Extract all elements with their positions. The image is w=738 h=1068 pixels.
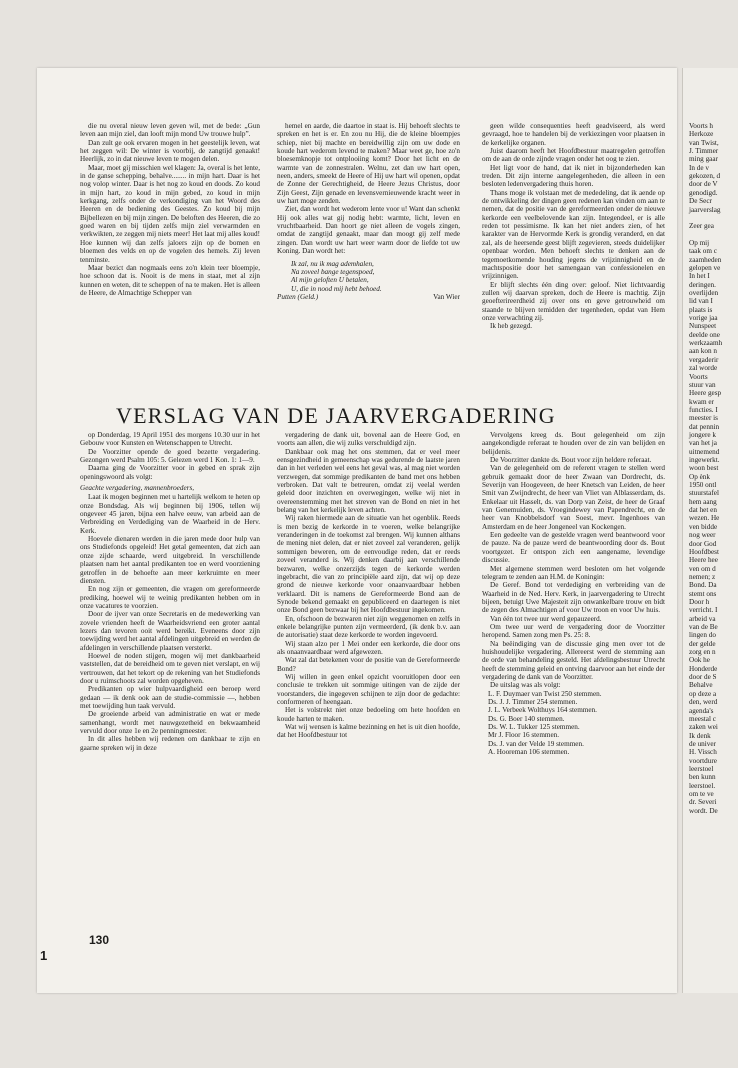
edge-text-fragment: Hoofdbest (689, 547, 719, 556)
edge-text-fragment: uitnemend (689, 447, 720, 456)
top-column-2 (277, 122, 460, 301)
edge-text-fragment: stuur van (689, 380, 716, 389)
paragraph: Vervolgens kreeg ds. Bout gelegenheid om zijn aangekondigde referaat te houden over de zin van belijden en belijdenis. (482, 431, 665, 456)
edge-text-fragment: zaken wei (689, 723, 718, 732)
paragraph: Thans moge ik volstaan met de mededeling, dat ik aende op de ontwikkeling der dingen geen redenen kan vinden om aan te nemen, dat de positie van de gereformeerden onder de nieuwe kerkorde een veelbelovende kan zijn. Integendeel, er is alle reden tot pessimisme. Ik kan het niet anders zien, of het karakter van de Hervormde Kerk is grondig veranderd, en dat zal, als de heersende geest blijft zegevieren, steeds duidelijker openbaar worden. Men behoeft slechts te denken aan de tegemoetkomende houding jegens de vrijzinnigheid en de machtspositie door het samengaan van confessionelen en vrijzinnigen. (482, 188, 665, 281)
vote-result-item: A. Hooreman 106 stemmen. (488, 748, 570, 757)
edge-text-fragment: nemen; z (689, 572, 716, 581)
paragraph: Wij staan alzo per 1 Mei onder een kerkorde, die door ons als onaanvaardbaar werd afgewezen. (277, 639, 460, 656)
edge-text-fragment: van het ja (689, 439, 717, 448)
poem-line: Na zoveel bange tegenspoed, (291, 267, 375, 276)
edge-text-fragment: gekozen, d (689, 172, 721, 181)
paragraph: Er blijft slechts één ding over: geloof. Niet lichtvaardig zullen wij daarvan spreken, doch de Heere is machtig. Zijn geoefterireerdheid zij over ons en geve getrouwheid om staande te blijven temidden der tegenheden, opdat van Hem onze verwachting zij. (482, 280, 665, 322)
paragraph: Na beëindiging van de discussie ging men over tot de huishoudelijke vergadering. Allereerst werd de stemming aan de orde van behandeling gesteld. Het afdelingsbestuur Utrecht heeft de stemming geleid en ontving daarvoor aan het einde der vergadering de dank van de Voorzitter. (482, 639, 665, 681)
edge-text-fragment: overlijden (689, 289, 719, 297)
paragraph: De Voorzitter dankte ds. Bout voor zijn heldere referaat. (490, 456, 652, 465)
paragraph: De Voorzitter opende de goed bezette vergadering. Gezongen werd Psalm 105: 5. Gelezen werd 1 Kon. 1: 1—9. (80, 447, 260, 465)
signature-place: Putten (Geld.) (277, 292, 319, 301)
edge-text-fragment: Door h (689, 597, 710, 606)
poem-line: Al mijn geloften U betalen, (291, 276, 369, 285)
edge-text-fragment: Nunspeet (689, 322, 717, 331)
signature (277, 293, 460, 301)
paragraph: die nu overal nieuw leven geven wil, met de bede: „Gun leven aan mijn ziel, dan looft mijn mond Uw trouwe hulp”. (80, 122, 260, 139)
edge-text-fragment: vorige jaa (689, 314, 718, 323)
paragraph: Het is volstrekt niet onze bedoeling om hete hoofden en koude harten te maken. (277, 706, 460, 723)
paragraph: Wat wij wensen is kalme bezinning en het is uit dien hoofde, dat het Hoofdbestuur tot (277, 723, 460, 740)
vote-result-item: L. F. Duymaer van Twist 250 stemmen. (488, 689, 602, 698)
document-page (37, 68, 677, 993)
edge-text-fragment: dat pennin (689, 422, 720, 431)
edge-text-fragment: meester is (689, 414, 718, 423)
paragraph: In dit alles hebben wij redenen om dankbaar te zijn en gaarne spreken wij in deze (80, 735, 260, 752)
edge-text-fragment: aan kon n (689, 347, 717, 356)
edge-text-fragment: jongere k (689, 430, 716, 439)
edge-text-fragment: ven om d (689, 564, 716, 573)
speech-salutation: Geachte vergadering, mannenbroeders, (80, 484, 195, 493)
edge-text-fragment: J. Timmer (689, 147, 719, 156)
edge-text-fragment: arbeid va (689, 614, 716, 623)
edge-text-fragment: ming gaar (689, 155, 718, 164)
edge-text-fragment: Zeer gea (689, 222, 714, 231)
edge-text-fragment: Voorts (689, 372, 708, 381)
edge-text-fragment: lid van I (689, 297, 713, 306)
edge-text-fragment: zorg en n (689, 648, 716, 657)
edge-text-fragment: om te ve (689, 790, 714, 798)
paragraph: Laat ik mogen beginnen met u hartelijk welkom te heten op onze Bondsdag. Als wij beginnen bij 1906, tellen wij ongeveer 45 jaren, bijna een halve eeuw, van arbeid aan de Verbreiding en Verdediging van de Waarheid in de Herv. Kerk. (80, 493, 260, 535)
vote-result-item: J. L. Verbeek Wolthuys 164 stemmen. (488, 706, 597, 715)
paragraph: Met algemene stemmen werd besloten om het volgende telegram te zenden aan H.M. de Koningin: (482, 564, 665, 581)
edge-text-fragment: Bond. Da (689, 581, 717, 590)
edge-text-fragment: gelopen ve (689, 263, 721, 272)
vote-results-list (482, 690, 665, 757)
edge-text-fragment: lingen do (689, 631, 716, 640)
paragraph: Het ligt voor de hand, dat ik niet in bijzonderheden kan treden. Dit zijn interne aangelegenheden, die alleen in een besloten ledenvergadering thuis horen. (482, 163, 665, 189)
paragraph: Door de ijver van onze Secretaris en de medewerking van zovele vrienden heeft de Waarheidsvriend een groter aantal lezers dan tevoren ooit werd bereikt. Eveneens door zijn toewijding werd het aantal afdelingen uitgebreid en werden de afdelingen in verschillende plaatsen versterkt. (80, 610, 260, 652)
edge-text-fragment: deelde one (689, 330, 720, 339)
paragraph: Hoewel de noden stijgen, mogen wij met dankbaarheid vaststellen, dat de bereidheid om te geven niet verslapt, en wij vertrouwen, dat het tekort op de rekening van het Studiefonds door u ruimschoots zal worden opgeheven. (80, 651, 260, 685)
edge-text-fragment: door de S (689, 673, 717, 682)
paragraph: Ik heb gezegd. (490, 322, 533, 331)
next-page-edge (682, 68, 738, 993)
paragraph: Wat zal dat betekenen voor de positie van de Gereformeerde Bond? (277, 656, 460, 673)
edge-text-fragment: In het I (689, 272, 710, 281)
edge-text-fragment: Ook he (689, 656, 710, 665)
top-column-1 (80, 122, 260, 297)
paragraph: geen wilde consequenties heeft geadviseerd, als werd gevraagd, hoe te handelen bij de verkiezingen voor plaatsen in de kerkelijke organen. (482, 122, 665, 147)
edge-text-fragment: den, werd (689, 698, 718, 707)
paragraph: Hoevele dienaren werden in die jaren mede door hulp van ons Studiefonds opgeleid! Het getal gemeenten, dat zich aan onze zijde schaarde, werd uitgebreid. In verschillende plaatsen nam het aantal predikanten toe en werd voorziening getroffen in de behoefte aan meer kerkruimte en meer diensten. (80, 535, 260, 585)
edge-text-fragment: meestal c (689, 714, 716, 723)
paragraph: Ziet, dan wordt het wederom lente voor u! Want dan schenkt Hij ook alles wat gij nodig hebt: warmte, licht, leven en vruchtbaarheid. Dan hoort ge niet alleen de vogels zingen, omdat de zangtijd genaakt, maar dan moogt gij zelf mede zingen. Dan wordt uw hart weer warm door de liefde tot uw Koning. Dan wordt het: (277, 205, 460, 256)
paragraph: Wij raken hiermede aan de situatie van het ogenblik. Reeds is men bezig de kerkorde in te voeren, welke belangrijke veranderingen in de toekomst zal brengen. Wij kunnen althans de mening niet delen, dat er niet zoveel zal veranderen, gelijk sommigen beweren, om de eenvoudige reden, dat er reeds zoveel veranderd is. Wij denken daarbij aan verschillende bezwaren, welke onzerzijds tegen de kerkorde werden ingebracht, die van zo principiële aard zijn, dat wij op deze grond de nieuwe kerkorde voor onaanvaardbaar hebben verklaard. Dit is namens de Gereformeerde Bond aan de Synode bekend gemaakt en gepubliceerd en daartegen is niet onze Bond geen bezwaar bij het Hoofdbestuur ingekomen. (277, 514, 460, 615)
edge-text-fragment: door God (689, 539, 717, 548)
paragraph: Dan zult ge ook ervaren mogen in het geestelijk leven, wat het zeggen wil: De winter is voorbij, de zangtijd genaakt! Heerlijk, zo in dat nieuwe leven te mogen delen. (80, 138, 260, 164)
vote-result-item: Mr J. Floor 16 stemmen. (488, 731, 560, 740)
paragraph: Maar, moet gij misschien wel klagen: Ja, overal is het lente, in de ganse schepping, behalve........ in mijn hart. Daar is het nog volop winter. Daar is het nog zo koud en doods. Zo koud in mijn hart, zo koud in mijn gebed, zo koud in mijn kerkgang, zelfs onder de verkondiging van het Woord des Heeren en de bediening des Geestes. Zo koud bij mijn Bijbellezen en bij mijn zingen. De beloften des Heeren, die zo goed waren en bij tijden zelfs mijn ziel verwarmden en verkwikten, ze zeggen mij niets meer! Het laat mij alles koud! Hoe kunnen wij dan zelfs jaloers zijn op de bomen en bloemen des velds en op de vogelen des hemels. Zij leven tenminste. (80, 163, 260, 264)
edge-text-fragment: agenda's (689, 706, 714, 715)
edge-text-fragment: leerstoel (689, 764, 714, 773)
edge-text-fragment: dat het en (689, 506, 717, 515)
paragraph: hemel en aarde, die daartoe in staat is. Hij behoeft slechts te spreken en het is er. En zou nu Hij, die de kleine bloempjes schiep, niet bij machte en bereidwillig zijn om uw dode en koude hart wederom levend te maken? Maar weet ge, hoe zo'n bloesemknopje tot ontplooiing komt? Door het licht en de warmte van de zonnestralen. Welnu, zet dan uw hart open, neen, anders, smeekt de Heere of Hij uw hart wil openen, opdat de Zonne der Gerechtigheid, de Heere Jezus Christus, door Zijn Geest, Zijn genade en levensvernieuwende kracht weer in uw hart moge zenden. (277, 122, 460, 206)
edge-text-fragment: plaats is (689, 305, 713, 314)
bottom-column-3 (482, 431, 665, 756)
paragraph: Een gedeelte van de gestelde vragen werd beantwoord voor de pauze. Na de pauze werd de beantwoording door ds. Bout voortgezet. Er ontspon zich een aangename, levendige discussie. (482, 531, 665, 565)
edge-text-fragment: Op mij (689, 238, 710, 247)
edge-text-fragment: wezen. He (689, 514, 720, 523)
page-number: 130 (89, 933, 110, 947)
bottom-column-1 (80, 431, 260, 752)
bottom-column-1-speech (80, 493, 260, 752)
signature-name: Van Wier (433, 292, 460, 301)
edge-text-fragment: wordt. De (689, 806, 718, 815)
paragraph: Predikanten op wier hulpvaardigheid een beroep werd gedaan — ik denk ook aan de studie-commissie —, hebben met toewijding hun taak vervuld. (80, 685, 260, 710)
vote-result-item: Ds. J. J. Timmer 254 stemmen. (488, 698, 578, 706)
vote-result-item: Ds. J. van der Velde 19 stemmen. (488, 739, 584, 748)
edge-text-fragment: Ik denk (689, 731, 711, 740)
bottom-column-2 (277, 431, 460, 740)
edge-text-fragment: Op ènk (689, 472, 710, 481)
paragraph: Om twee uur werd de vergadering door de Voorzitter heropend. Samen zong men Ps. 25: 8. (482, 622, 665, 640)
paragraph: Van de gelegenheid om de referent vragen te stellen werd gebruik gemaakt door de heer Zwaan van Dordrecht, ds. Severijn van Hoogeveen, de heer Knetsch van Leiden, de heer Smit van Zwijndrecht, de heer van Vliet van Alblasserdam, ds. Enkelaar uit Hasselt, ds. van Dorp van Zeist, de heer de Graaf van Genemuiden, ds. Vroegindewey van Papendrecht, en de heer van Knobbelsdorf van Soest, mevr. Ingenhoes van Amsterdam en de heer Jongeneel van Kockengen. (482, 464, 665, 531)
edge-text-fragment: kwam er (689, 397, 714, 406)
edge-text-fragment: Herkoze (689, 130, 714, 139)
edge-text-fragment: door de V (689, 180, 718, 189)
paragraph: De uitslag was als volgt: (490, 681, 561, 690)
top-column-2-text (277, 122, 460, 256)
edge-text-fragment: ben kunn (689, 773, 716, 782)
edge-text-fragment: De Secr (689, 197, 712, 206)
edge-text-fragment: werkzaamh (689, 339, 723, 348)
bottom-column-3-text (482, 431, 665, 690)
edge-text-fragment: hem aang (689, 497, 717, 506)
edge-text-fragment: zaamheden (689, 255, 722, 264)
edge-text-fragment: de univer (689, 739, 716, 748)
poem-line: Ik zal, nu ik mag ademhalen, (291, 259, 374, 268)
edge-text-fragment: zal worde (689, 364, 718, 373)
edge-text-fragment: Honderde (689, 664, 718, 673)
edge-text-fragment: vergaderir (689, 355, 719, 364)
edge-text-fragment: 1950 ontl (689, 481, 717, 490)
edge-text-fragment: In de v (689, 163, 709, 172)
edge-text-fragment: verricht. I (689, 606, 718, 615)
vote-result-item: Ds. W. L. Tukker 125 stemmen. (488, 723, 580, 732)
paragraph: vergadering de dank uit, bovenal aan de Heere God, en voorts aan allen, die wij zulks verschuldigd zijn. (277, 431, 460, 448)
poem-line: U, die in nood mij hebt behoed. (291, 284, 382, 293)
edge-text-fragment: stemt ons (689, 589, 717, 598)
edge-text-fragment: functies. I (689, 405, 718, 414)
edge-text-fragment: genodigd. (689, 188, 718, 197)
edge-text-fragment: Voorts h (689, 122, 714, 130)
edge-text-fragment: nog weer (689, 531, 716, 540)
edge-text-fragment: stuurstafel (689, 489, 719, 498)
paragraph: Daarna ging de Voorzitter voor in gebed en sprak zijn openingswoord als volgt: (80, 464, 260, 481)
edge-text-fragment: voortdure (689, 756, 717, 765)
edge-text-fragment: Heere hee (689, 556, 718, 565)
vote-result-item: Ds. G. Boer 140 stemmen. (488, 714, 565, 723)
paragraph: op Donderdag, 19 April 1951 des morgens 10.30 uur in het Gebouw voor Kunsten en Wetenschappen te Utrecht. (80, 431, 260, 448)
edge-text-fragment: van de Be (689, 623, 718, 631)
paragraph: Maar bezict dan nogmaals eens zo'n klein teer bloempje, hoe schoon dat is. Nooit is de mens in staat, met al zijn kunnen en weten, dit te scheppen of na te maken. Het is alleen de Heere, de Almachtige Schepper van (80, 263, 260, 297)
paragraph: Dankbaar ook mag het ons stemmen, dat er veel meer eensgezindheid in gemeenschap was gedurende de laatste jaren dan in het verleden wel eens het geval was, al mag niet worden verzwegen, dat sommige predikanten de band met ons hebben verbroken. Dat valt te betreuren, omdat zij veelal werden geleid door inzichten en overwegingen, welke wij niet in overeenstemming met het streven van de Bond en niet in het belang van het kerkelijk leven achten. (277, 447, 460, 515)
edge-text-fragment: op deze a (689, 689, 717, 698)
edge-text-fragment: ven bidde (689, 522, 718, 531)
paragraph: De Geref. Bond tot verdediging en verbreiding van de Waarheid in de Ned. Herv. Kerk, in jaarvergadering te Utrecht bijeen, betuigt Uwe Majesteit zijn onwankelbare trouw en bidt de zegen des Almachtigen af voor Uw troon en voor Uw huis. (482, 581, 665, 615)
edge-text-fragment: dr. Severi (689, 798, 717, 807)
left-margin-marker: 1 (40, 948, 48, 963)
edge-text-fragment: leerstoel. (689, 781, 716, 790)
edge-text-fragment: ingewerkt. (689, 456, 720, 464)
top-column-3 (482, 122, 665, 331)
poem (277, 260, 460, 293)
paragraph: En nog zijn er gemeenten, die vragen om gereformeerde prediking, hoewel wij te weinig predikanten hebben om in onze vacatures te voorzien. (80, 585, 260, 610)
paragraph: Juist daarom heeft het Hoofdbestuur maatregelen getroffen om de aan de orde zijnde vragen onder het oog te zien. (482, 147, 665, 164)
paragraph: Wij willen in geen enkel opzicht vooruitlopen door een conclusie te trekken uit sommige uitingen van de zijde der voorstanders, die ingegeven schijnen te zijn door de gedachte: conformeren of heengaan. (277, 672, 460, 706)
edge-text-fragment: Heere gesp (689, 389, 722, 398)
edge-text-fragment: van Twist, (689, 138, 719, 147)
paragraph: Van één tot twee uur werd gepauzeerd. (490, 614, 602, 623)
paragraph: De groeiende arbeid van administratie en wat er mede samenhangt, wordt met nauwgezetheid en bekwaamheid vervuld door onze 1e en 2e penningmeester. (80, 710, 260, 736)
edge-text-fragment: H. Vissch (689, 748, 717, 757)
bottom-column-1-intro (80, 431, 260, 481)
edge-text-fragment: Behalve (689, 681, 713, 690)
edge-text-fragment: woon best (689, 464, 719, 473)
edge-text-fragment: der gelde (689, 639, 716, 648)
edge-text-fragment: deringen. (689, 280, 716, 289)
edge-text-fragment: jaarverslag (689, 205, 721, 214)
edge-text-fragment: taak om c (689, 247, 717, 256)
paragraph: En, ofschoon de bezwaren niet zijn weggenomen en zelfs in enkele belangrijke punten zijn vermeerderd, (ik denk b.v. aan de autorisatie) staat deze kerkorde te worden ingevoerd. (277, 614, 460, 640)
article-title: VERSLAG VAN DE JAARVERGADERING (116, 403, 556, 428)
